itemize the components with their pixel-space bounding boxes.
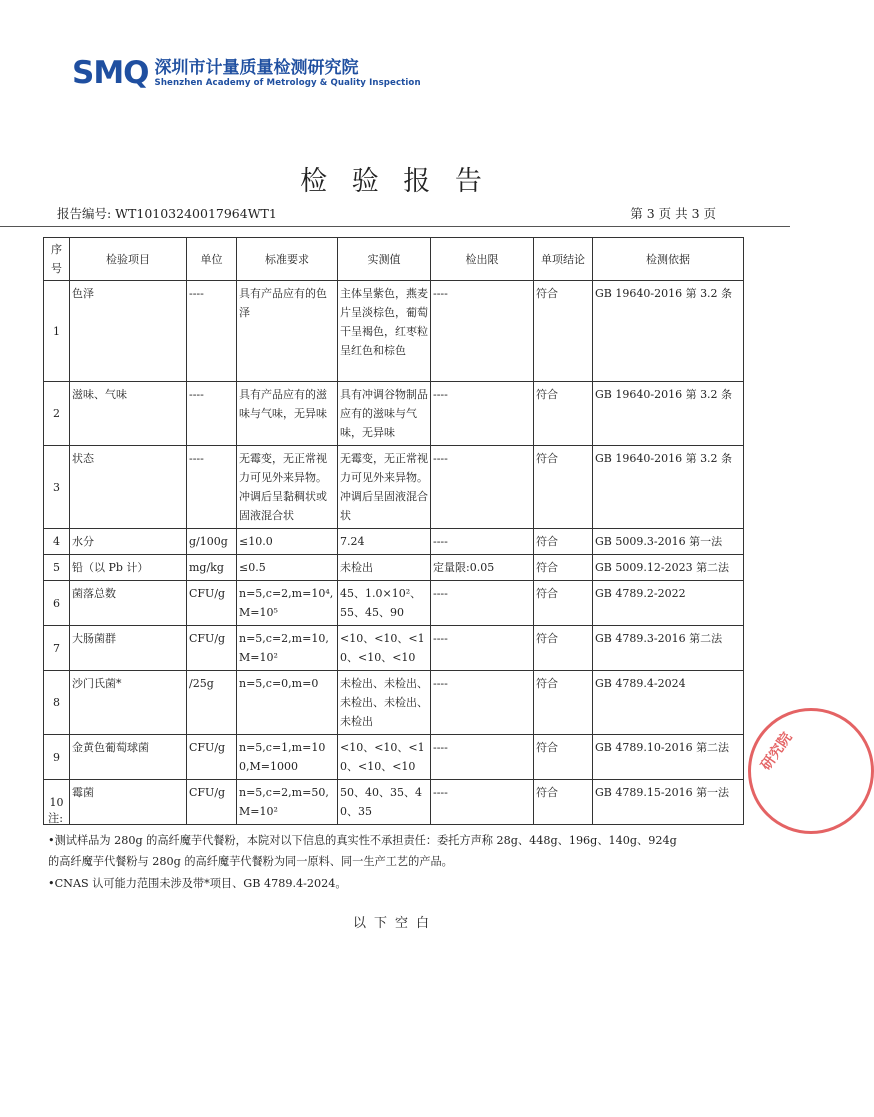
official-seal	[748, 708, 874, 834]
cell-standard: n=5,c=0,m=0	[237, 671, 338, 735]
cell-basis: GB 4789.4-2024	[593, 671, 744, 735]
cell-standard: n=5,c=2,m=10,M=10²	[237, 626, 338, 671]
notes-label: 注:	[48, 812, 63, 825]
cell-limit: ----	[431, 626, 534, 671]
cell-conclusion: 符合	[534, 281, 593, 382]
cell-seq: 10	[44, 780, 70, 825]
notes	[48, 808, 748, 894]
cell-measured: 未检出、未检出、未检出、未检出、未检出	[338, 671, 431, 735]
cell-unit: CFU/g	[187, 581, 237, 626]
cell-unit: mg/kg	[187, 555, 237, 581]
cell-conclusion: 符合	[534, 626, 593, 671]
cell-basis: GB 19640-2016 第 3.2 条	[593, 382, 744, 446]
cell-conclusion: 符合	[534, 382, 593, 446]
logo-mark: SMQ	[72, 55, 149, 91]
cell-standard: 具有产品应有的滋味与气味，无异味	[237, 382, 338, 446]
seal-text: 研究院	[758, 729, 796, 774]
cell-limit: ----	[431, 446, 534, 529]
report-title: 检 验 报 告	[300, 166, 490, 197]
cell-seq: 3	[44, 446, 70, 529]
cell-seq: 8	[44, 671, 70, 735]
inspection-table	[43, 237, 744, 825]
cell-unit: /25g	[187, 671, 237, 735]
table-row	[44, 555, 744, 581]
table-row	[44, 626, 744, 671]
cell-seq: 2	[44, 382, 70, 446]
cell-seq: 4	[44, 529, 70, 555]
cell-basis: GB 5009.12-2023 第二法	[593, 555, 744, 581]
cell-unit: CFU/g	[187, 735, 237, 780]
col-header-standard: 标准要求	[237, 238, 338, 281]
header-divider	[0, 226, 790, 227]
cell-limit: ----	[431, 780, 534, 825]
col-header-unit: 单位	[187, 238, 237, 281]
cell-item: 色泽	[70, 281, 187, 382]
cell-measured: 未检出	[338, 555, 431, 581]
table-row	[44, 382, 744, 446]
cell-basis: GB 4789.15-2016 第一法	[593, 780, 744, 825]
cell-measured: 主体呈紫色，燕麦片呈淡棕色，葡萄干呈褐色，红枣粒呈红色和棕色	[338, 281, 431, 382]
cell-unit: CFU/g	[187, 626, 237, 671]
col-header-seq: 序号	[44, 238, 70, 281]
cell-conclusion: 符合	[534, 529, 593, 555]
org-name-cn: 深圳市计量质量检测研究院	[154, 58, 359, 78]
cell-item: 水分	[70, 529, 187, 555]
cell-item: 滋味、气味	[70, 382, 187, 446]
col-header-measured: 实测值	[338, 238, 431, 281]
cell-standard: n=5,c=1,m=100,M=1000	[237, 735, 338, 780]
cell-basis: GB 5009.3-2016 第一法	[593, 529, 744, 555]
cell-measured: <10、<10、<10、<10、<10	[338, 626, 431, 671]
org-name-en: Shenzhen Academy of Metrology & Quality Inspection	[154, 78, 421, 88]
cell-basis: GB 19640-2016 第 3.2 条	[593, 281, 744, 382]
table-row	[44, 671, 744, 735]
cell-basis: GB 4789.10-2016 第二法	[593, 735, 744, 780]
report-number: 报告编号: WT10103240017964WT1	[57, 206, 277, 221]
cell-standard: ≤0.5	[237, 555, 338, 581]
cell-standard: 无霉变，无正常视力可见外来异物。冲调后呈黏稠状或固液混合状	[237, 446, 338, 529]
cell-measured: 无霉变，无正常视力可见外来异物。冲调后呈固液混合状	[338, 446, 431, 529]
cell-limit: ----	[431, 735, 534, 780]
cell-standard: ≤10.0	[237, 529, 338, 555]
cell-limit: ----	[431, 581, 534, 626]
cell-seq: 7	[44, 626, 70, 671]
cell-item: 铅（以 Pb 计）	[70, 555, 187, 581]
cell-standard: n=5,c=2,m=50,M=10²	[237, 780, 338, 825]
cell-basis: GB 4789.2-2022	[593, 581, 744, 626]
cell-item: 霉菌	[70, 780, 187, 825]
cell-limit: ----	[431, 382, 534, 446]
table-row	[44, 281, 744, 382]
table-row	[44, 581, 744, 626]
notes-line-1: •测试样品为 280g 的高纤魔芋代餐粉，本院对以下信息的真实性不承担责任：委托方声称 28g、448g、196g、140g、924g	[48, 833, 677, 847]
cell-unit: ----	[187, 382, 237, 446]
cell-seq: 1	[44, 281, 70, 382]
col-header-basis: 检测依据	[593, 238, 744, 281]
table-row	[44, 735, 744, 780]
cell-unit: g/100g	[187, 529, 237, 555]
cell-conclusion: 符合	[534, 735, 593, 780]
col-header-limit: 检出限	[431, 238, 534, 281]
col-header-conclusion: 单项结论	[534, 238, 593, 281]
cell-standard: n=5,c=2,m=10⁴,M=10⁵	[237, 581, 338, 626]
table-row	[44, 446, 744, 529]
cell-conclusion: 符合	[534, 671, 593, 735]
cell-measured: 45、1.0×10²、55、45、90	[338, 581, 431, 626]
cell-unit: ----	[187, 281, 237, 382]
org-logo	[72, 55, 421, 91]
cell-measured: 50、40、35、40、35	[338, 780, 431, 825]
cell-limit: ----	[431, 529, 534, 555]
cell-unit: CFU/g	[187, 780, 237, 825]
cell-item: 金黄色葡萄球菌	[70, 735, 187, 780]
cell-seq: 6	[44, 581, 70, 626]
cell-limit: ----	[431, 671, 534, 735]
end-of-report-mark: 以下空白	[352, 916, 437, 931]
cell-unit: ----	[187, 446, 237, 529]
cell-measured: <10、<10、<10、<10、<10	[338, 735, 431, 780]
cell-item: 沙门氏菌*	[70, 671, 187, 735]
logo-text	[155, 58, 421, 89]
cell-standard: 具有产品应有的色泽	[237, 281, 338, 382]
page-number: 第 3 页 共 3 页	[630, 206, 716, 221]
cell-item: 状态	[70, 446, 187, 529]
cell-seq: 5	[44, 555, 70, 581]
cell-measured: 具有冲调谷物制品应有的滋味与气味，无异味	[338, 382, 431, 446]
notes-line-2: 的高纤魔芋代餐粉与 280g 的高纤魔芋代餐粉为同一原料、同一生产工艺的产品。	[48, 855, 453, 868]
cell-basis: GB 19640-2016 第 3.2 条	[593, 446, 744, 529]
table-row	[44, 529, 744, 555]
cell-seq: 9	[44, 735, 70, 780]
cell-basis: GB 4789.3-2016 第二法	[593, 626, 744, 671]
cell-limit: ----	[431, 281, 534, 382]
table-body	[44, 281, 744, 825]
notes-line-3: •CNAS 认可能力范围未涉及带*项目、GB 4789.4-2024。	[48, 876, 347, 890]
cell-item: 菌落总数	[70, 581, 187, 626]
cell-conclusion: 符合	[534, 446, 593, 529]
table-header-row	[44, 238, 744, 281]
cell-conclusion: 符合	[534, 581, 593, 626]
cell-conclusion: 符合	[534, 780, 593, 825]
col-header-item: 检验项目	[70, 238, 187, 281]
cell-item: 大肠菌群	[70, 626, 187, 671]
cell-limit: 定量限:0.05	[431, 555, 534, 581]
cell-conclusion: 符合	[534, 555, 593, 581]
cell-measured: 7.24	[338, 529, 431, 555]
